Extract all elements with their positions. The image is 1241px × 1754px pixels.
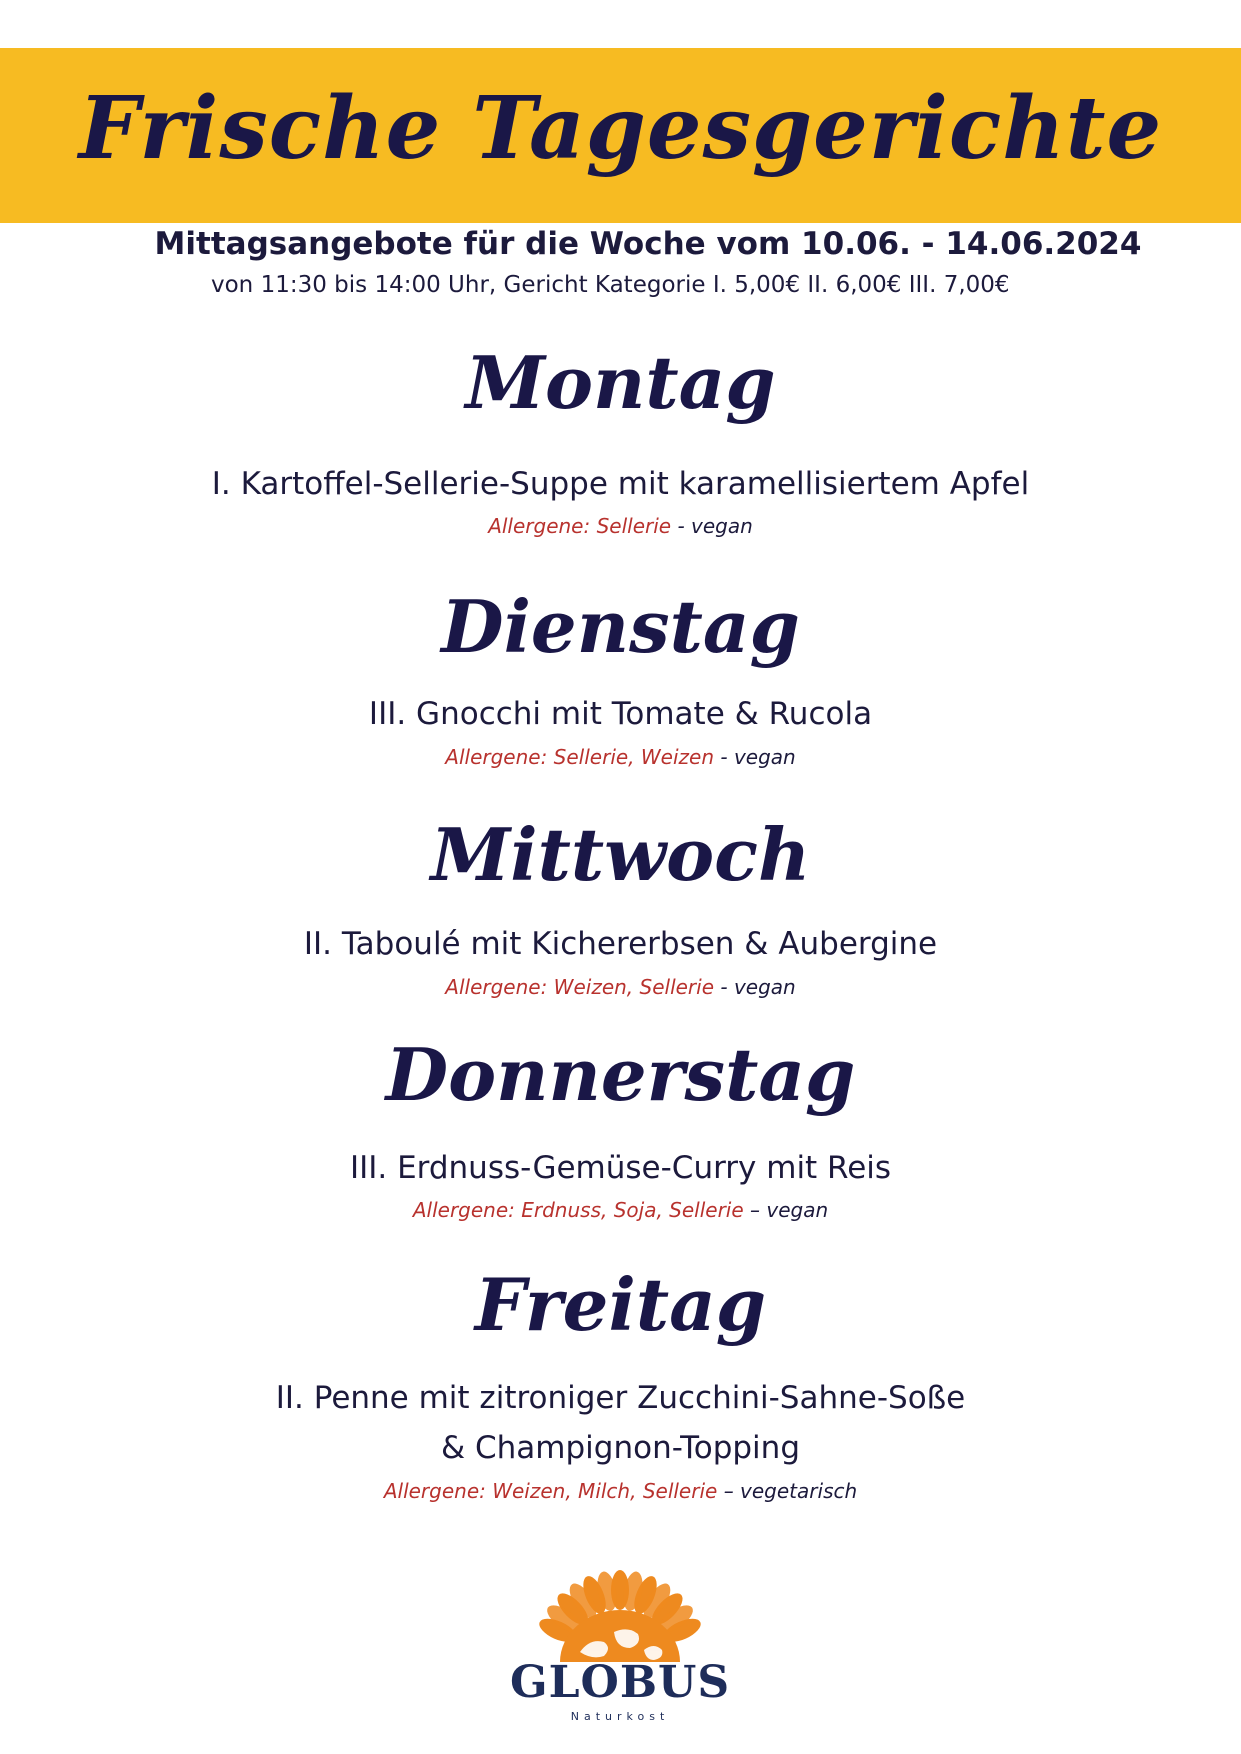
logo-tagline: Naturkost [570,1710,670,1723]
times-and-prices: von 11:30 bis 14:00 Uhr, Gericht Kategorie I. 5,00€ II. 6,00€ III. 7,00€ [211,272,1010,298]
logo-wordmark: GLOBUS [510,1657,731,1708]
day-heading-montag: Montag [465,340,776,425]
dish-freitag-line1: II. Penne mit zitroniger Zucchini-Sahne-Soße [275,1380,966,1416]
week-subtitle: Mittagsangebote für die Woche vom 10.06. - 14.06.2024 [154,226,1142,262]
diet-mittwoch: - vegan [720,975,796,999]
allergens-dienstag: Allergene: Sellerie, Weizen [445,745,715,769]
diet-dienstag: - vegan [720,745,796,769]
day-heading-mittwoch: Mittwoch [430,812,811,897]
page-title: Frische Tagesgerichte [78,78,1163,179]
allergens-donnerstag: Allergene: Erdnuss, Soja, Sellerie [412,1198,744,1222]
allergens-montag: Allergene: Sellerie [488,514,672,538]
day-heading-donnerstag: Donnerstag [385,1032,856,1117]
allergen-line-dienstag [0,745,1241,769]
allergen-line-montag [0,514,1241,538]
allergens-mittwoch: Allergene: Weizen, Sellerie [445,975,715,999]
globus-logo [510,1570,730,1730]
diet-donnerstag: – vegan [750,1198,829,1222]
dish-montag: I. Kartoffel-Sellerie-Suppe mit karamellisiertem Apfel [211,466,1030,502]
dish-freitag-line2: & Champignon-Topping [440,1430,800,1466]
day-heading-freitag: Freitag [474,1262,767,1347]
sun-globe-icon [510,1570,730,1670]
day-heading-dienstag: Dienstag [441,584,800,669]
diet-freitag: – vegetarisch [723,1479,858,1503]
dish-donnerstag: III. Erdnuss-Gemüse-Curry mit Reis [349,1150,892,1186]
allergen-line-freitag [0,1479,1241,1503]
allergen-line-mittwoch [0,975,1241,999]
allergens-freitag: Allergene: Weizen, Milch, Sellerie [383,1479,718,1503]
allergen-line-donnerstag [0,1198,1241,1222]
dish-dienstag: III. Gnocchi mit Tomate & Rucola [368,696,873,732]
dish-mittwoch: II. Taboulé mit Kichererbsen & Aubergine [303,926,938,962]
diet-montag: - vegan [677,514,753,538]
